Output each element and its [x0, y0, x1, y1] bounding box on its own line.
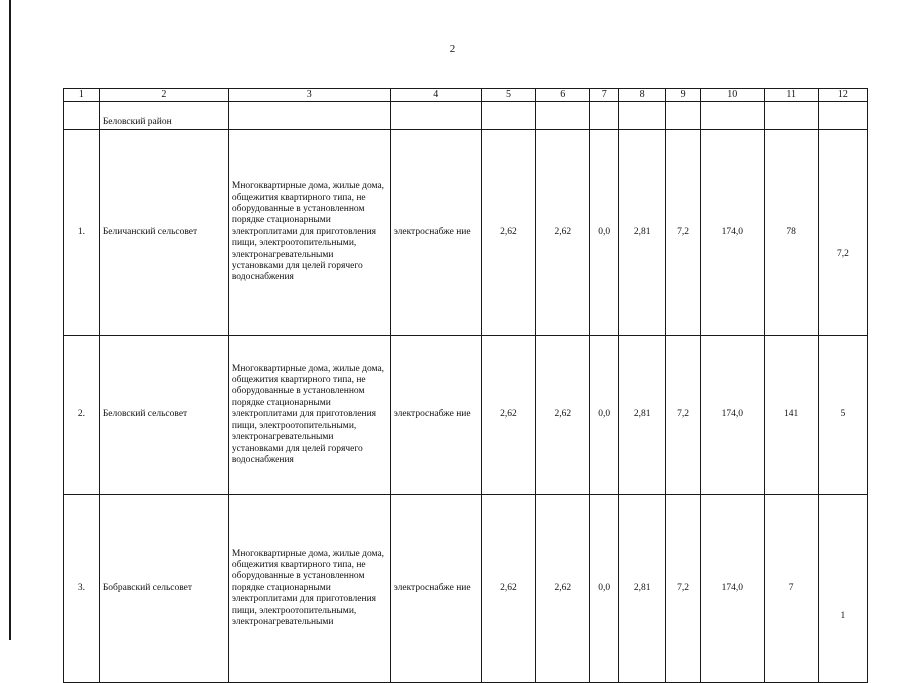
settlement-name: Беличанский сельсовет: [99, 130, 228, 336]
value-col-10: 174,0: [701, 495, 765, 683]
utility-type: электроснабже ние: [390, 495, 481, 683]
value-col-11: 141: [764, 336, 818, 495]
row-number: 2.: [64, 336, 100, 495]
tariff-table: [63, 88, 868, 683]
value-col-9: 7,2: [666, 130, 701, 336]
table-row: [64, 130, 868, 336]
column-header: 3: [228, 89, 390, 102]
column-header: 6: [536, 89, 590, 102]
housing-description: Многоквартирные дома, жилые дома, общежития квартирного типа, не оборудованные в установленном порядке стационарными электроплитами для приготовления пищи, электроотопительными, электронагревательными установками для целей горячего водоснабжения: [228, 130, 390, 336]
column-header: 10: [701, 89, 765, 102]
value-col-12: 5: [818, 336, 867, 495]
value-col-5: 2,62: [481, 495, 535, 683]
value-col-12: 1: [818, 495, 867, 683]
value-col-10: 174,0: [701, 130, 765, 336]
district-row: [64, 102, 868, 130]
housing-description: Многоквартирные дома, жилые дома, общежития квартирного типа, не оборудованные в установленном порядке стационарными электроплитами для приготовления пищи, электроотопительными, электронагревательными: [228, 495, 390, 683]
value-col-7: 0,0: [590, 130, 619, 336]
value-col-7: 0,0: [590, 495, 619, 683]
column-header: 5: [481, 89, 535, 102]
value-col-5: 2,62: [481, 336, 535, 495]
row-number: 3.: [64, 495, 100, 683]
value-col-10: 174,0: [701, 336, 765, 495]
settlement-name: Беловский сельсовет: [99, 336, 228, 495]
district-name: Беловский район: [99, 102, 228, 130]
table-row: [64, 336, 868, 495]
value-col-5: 2,62: [481, 130, 535, 336]
table-row: [64, 495, 868, 683]
column-header: 2: [99, 89, 228, 102]
page-number: 2: [449, 43, 456, 55]
column-header: 4: [390, 89, 481, 102]
column-header: 1: [64, 89, 100, 102]
value-col-6: 2,62: [536, 130, 590, 336]
row-number: 1.: [64, 130, 100, 336]
column-header: 9: [666, 89, 701, 102]
value-col-7: 0,0: [590, 336, 619, 495]
value-col-12: 7,2: [818, 130, 867, 336]
value-col-8: 2,81: [619, 495, 666, 683]
scan-edge-line: [9, 0, 11, 640]
column-header: 7: [590, 89, 619, 102]
value-col-9: 7,2: [666, 336, 701, 495]
value-col-9: 7,2: [666, 495, 701, 683]
column-header: 11: [764, 89, 818, 102]
value-col-6: 2,62: [536, 495, 590, 683]
column-header: 8: [619, 89, 666, 102]
value-col-11: 78: [764, 130, 818, 336]
column-number-row: [64, 89, 868, 102]
settlement-name: Бобравский сельсовет: [99, 495, 228, 683]
housing-description: Многоквартирные дома, жилые дома, общежития квартирного типа, не оборудованные в установленном порядке стационарными электроплитами для приготовления пищи, электроотопительными, электронагревательными установками для целей горячего водоснабжения: [228, 336, 390, 495]
utility-type: электроснабже ние: [390, 336, 481, 495]
value-col-11: 7: [764, 495, 818, 683]
value-col-6: 2,62: [536, 336, 590, 495]
column-header: 12: [818, 89, 867, 102]
utility-type: электроснабже ние: [390, 130, 481, 336]
value-col-8: 2,81: [619, 130, 666, 336]
value-col-8: 2,81: [619, 336, 666, 495]
